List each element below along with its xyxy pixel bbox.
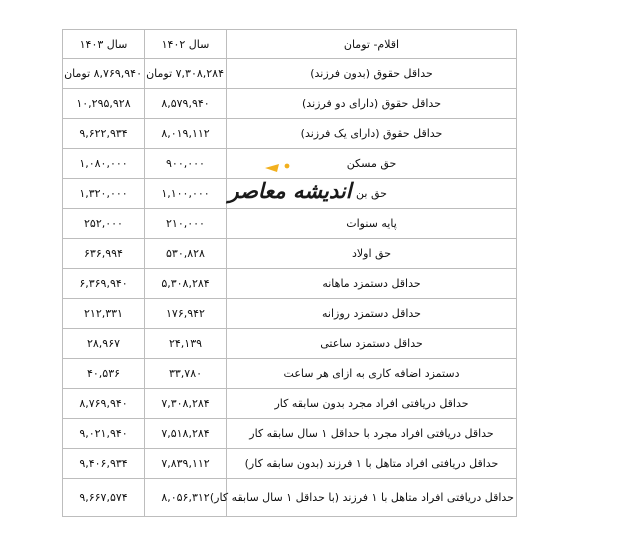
table-row [63, 269, 517, 299]
row-value-1402: ۸,۵۷۹,۹۴۰ [145, 89, 227, 119]
logo-text: اندیشه معاصر [228, 179, 352, 203]
table-row [63, 239, 517, 269]
row-value-1403: ۸,۷۶۹,۹۴۰ تومان [63, 59, 145, 89]
row-item: حداقل دریافتی افراد مجرد با حداقل ۱ سال سابقه کار [227, 419, 517, 449]
row-item: حداقل دریافتی افراد مجرد بدون سابقه کار [227, 389, 517, 419]
table-row [63, 359, 517, 389]
row-value-1403: ۹,۶۲۲,۹۳۴ [63, 119, 145, 149]
row-value-1403: ۹,۰۲۱,۹۴۰ [63, 419, 145, 449]
table-header-row [63, 30, 517, 59]
row-value-1402: ۳۳,۷۸۰ [145, 359, 227, 389]
table-row [63, 389, 517, 419]
row-item: حداقل دریافتی افراد متاهل با ۱ فرزند (با حداقل ۱ سال سابقه کار) [227, 479, 517, 517]
row-value-1403: ۲۸,۹۶۷ [63, 329, 145, 359]
row-value-1403: ۱,۰۸۰,۰۰۰ [63, 149, 145, 179]
row-value-1403: ۸,۷۶۹,۹۴۰ [63, 389, 145, 419]
table-row [63, 419, 517, 449]
row-value-1402: ۸,۰۵۶,۳۱۲ [145, 479, 227, 517]
row-item: پایه سنوات [227, 209, 517, 239]
row-value-1402: ۲۴,۱۳۹ [145, 329, 227, 359]
andisheh-moaser-logo [228, 158, 352, 220]
row-value-1403: ۱,۳۲۰,۰۰۰ [63, 179, 145, 209]
row-value-1403: ۲۱۲,۳۳۱ [63, 299, 145, 329]
row-value-1402: ۷,۵۱۸,۲۸۴ [145, 419, 227, 449]
logo-accent-mark [265, 164, 289, 172]
header-year-1402: سال ۱۴۰۲ [145, 30, 227, 59]
row-value-1403: ۲۵۲,۰۰۰ [63, 209, 145, 239]
table-row [63, 449, 517, 479]
row-value-1403: ۴۰,۵۳۶ [63, 359, 145, 389]
row-item: حق اولاد [227, 239, 517, 269]
row-value-1402: ۵۳۰,۸۲۸ [145, 239, 227, 269]
row-item: حق مسکن [227, 149, 517, 179]
row-value-1402: ۷,۳۰۸,۲۸۴ [145, 389, 227, 419]
row-item: حداقل دستمزد روزانه [227, 299, 517, 329]
row-value-1402: ۱۷۶,۹۴۲ [145, 299, 227, 329]
row-value-1402: ۹۰۰,۰۰۰ [145, 149, 227, 179]
row-value-1403: ۱۰,۲۹۵,۹۲۸ [63, 89, 145, 119]
wage-comparison-table [62, 29, 517, 517]
row-item: حداقل دستمزد ماهانه [227, 269, 517, 299]
row-value-1403: ۶۳۶,۹۹۴ [63, 239, 145, 269]
table-row [63, 479, 517, 517]
row-item: حداقل دریافتی افراد متاهل با ۱ فرزند (بدون سابقه کار) [227, 449, 517, 479]
row-value-1402: ۲۱۰,۰۰۰ [145, 209, 227, 239]
row-value-1403: ۶,۳۶۹,۹۴۰ [63, 269, 145, 299]
row-value-1402: ۷,۸۳۹,۱۱۲ [145, 449, 227, 479]
row-value-1402: ۱,۱۰۰,۰۰۰ [145, 179, 227, 209]
row-value-1402: ۷,۳۰۸,۲۸۴ تومان [145, 59, 227, 89]
row-value-1403: ۹,۶۶۷,۵۷۴ [63, 479, 145, 517]
row-item: حداقل دستمزد ساعتی [227, 329, 517, 359]
row-value-1402: ۵,۳۰۸,۲۸۴ [145, 269, 227, 299]
header-year-1403: سال ۱۴۰۳ [63, 30, 145, 59]
row-item: حداقل حقوق (دارای دو فرزند) [227, 89, 517, 119]
header-item: اقلام- تومان [227, 30, 517, 59]
row-item: حداقل حقوق (بدون فرزند) [227, 59, 517, 89]
row-item: حق بن [227, 179, 517, 209]
table-row [63, 89, 517, 119]
row-value-1402: ۸,۰۱۹,۱۱۲ [145, 119, 227, 149]
row-value-1403: ۹,۴۰۶,۹۳۴ [63, 449, 145, 479]
row-item: دستمزد اضافه کاری به ازای هر ساعت [227, 359, 517, 389]
table-row [63, 299, 517, 329]
table-row [63, 59, 517, 89]
row-item: حداقل حقوق (دارای یک فرزند) [227, 119, 517, 149]
table-row [63, 119, 517, 149]
table-row [63, 329, 517, 359]
table-body [63, 30, 517, 517]
